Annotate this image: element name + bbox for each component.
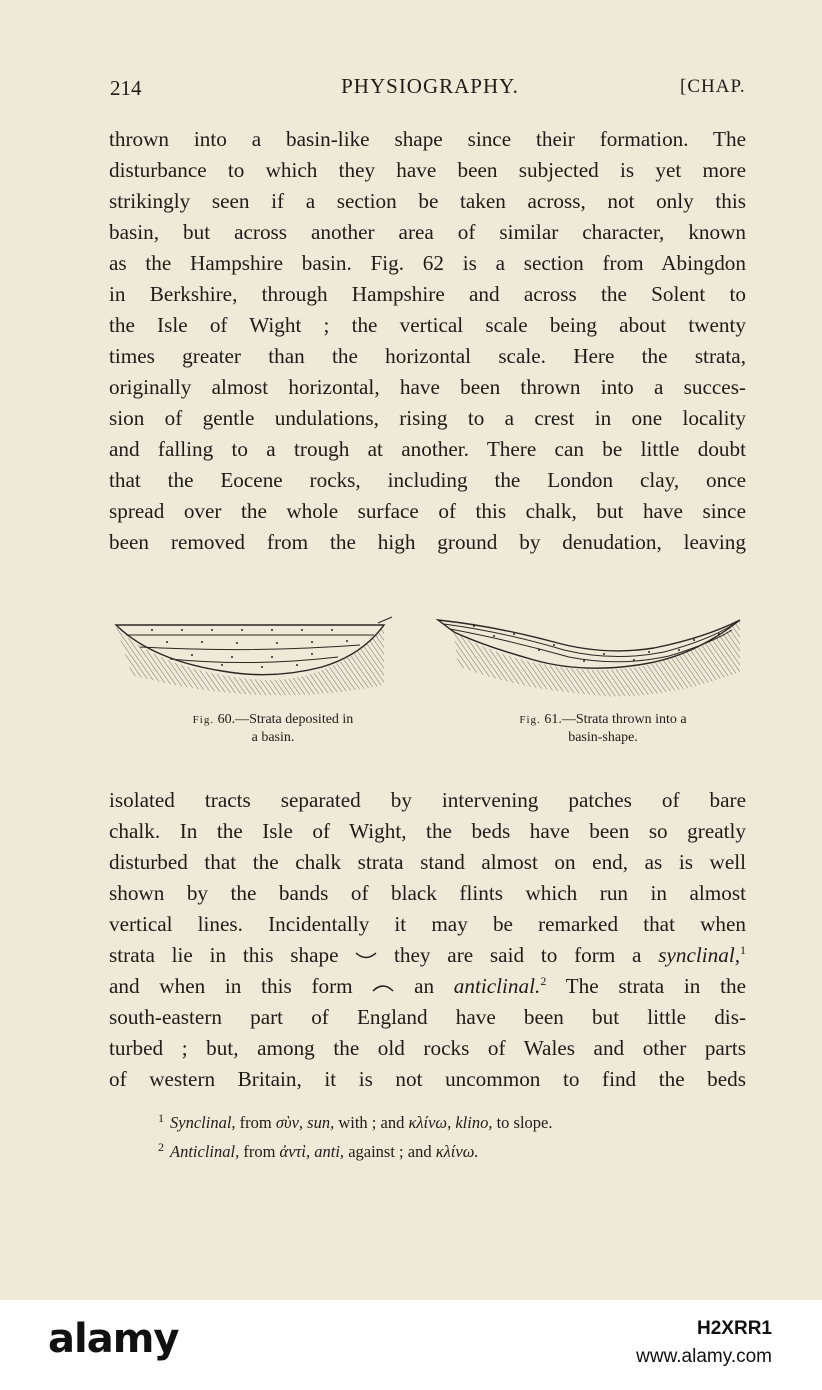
text-line: disturbed that the chalk strata stand almost on end, as is well bbox=[109, 850, 746, 874]
text-line: strikingly seen if a section be taken across, not only this bbox=[109, 189, 746, 213]
chapter-label: [CHAP. bbox=[680, 76, 746, 97]
text-line: shown by the bands of black flints which run in almost bbox=[109, 881, 746, 905]
text-line: spread over the whole surface of this chalk, but have since bbox=[109, 499, 746, 523]
text-line: that the Eocene rocks, including the London clay, once bbox=[109, 468, 746, 492]
term-anticlinal: anticlinal. bbox=[453, 974, 541, 998]
text-line: and when in this form an anticlinal.$^2$ The strata in the bbox=[109, 973, 746, 998]
anticline-symbol-icon bbox=[372, 981, 394, 993]
syncline-symbol-icon bbox=[355, 950, 377, 962]
text-line: of western Britain, it is not uncommon to find the beds bbox=[109, 1067, 746, 1091]
text-line: sion of gentle undulations, rising to a crest in one locality bbox=[109, 406, 746, 430]
text-line: isolated tracts separated by intervening patches of bare bbox=[109, 788, 746, 812]
figure-60-strata-basin bbox=[112, 615, 394, 700]
paragraph-2 bbox=[109, 785, 746, 1095]
text-line: as the Hampshire basin. Fig. 62 is a section from Abingdon bbox=[109, 251, 746, 275]
term-synclinal: synclinal, bbox=[658, 943, 741, 967]
text-line: chalk. In the Isle of Wight, the beds have been so greatly bbox=[109, 819, 746, 843]
text-line: strata lie in this shape they are said to form a synclinal,$^1$ bbox=[109, 942, 746, 967]
footnotes bbox=[158, 1106, 553, 1164]
text-line: vertical lines. Incidentally it may be remarked that when bbox=[109, 912, 746, 936]
text-line: and falling to a trough at another. There can be little doubt bbox=[109, 437, 746, 461]
brand-logo[interactable]: alamy bbox=[48, 1316, 179, 1362]
running-title: PHYSIOGRAPHY. bbox=[341, 74, 519, 98]
text-line: been removed from the high ground by denudation, leaving bbox=[109, 530, 746, 554]
footnote-ref-2[interactable]: 2 bbox=[540, 973, 547, 988]
text-line: times greater than the horizontal scale. Here the strata, bbox=[109, 344, 746, 368]
text-line: basin, but across another area of similar character, known bbox=[109, 220, 746, 244]
text-line: in Berkshire, through Hampshire and across the Solent to bbox=[109, 282, 746, 306]
figure-61-caption: Fig. 61.—Strata thrown into a basin-shape. bbox=[519, 712, 687, 745]
footnote-ref-1[interactable]: 1 bbox=[740, 942, 746, 957]
figure-61-strata-basin-shape bbox=[434, 612, 744, 698]
page-number: 214 bbox=[110, 76, 142, 100]
image-id: H2XRR1 bbox=[697, 1318, 772, 1339]
text-line: south-eastern part of England have been but little dis- bbox=[109, 1005, 746, 1029]
text-line: disturbance to which they have been subjected is yet more bbox=[109, 158, 746, 182]
text-line: originally almost horizontal, have been thrown into a succes- bbox=[109, 375, 746, 399]
text-line: the Isle of Wight ; the vertical scale being about twenty bbox=[109, 313, 746, 337]
site-link[interactable]: www.alamy.com bbox=[636, 1346, 772, 1367]
footnote-2: $^2$ Anticlinal, from ἀντὶ, anti, against ; and κλίνω. bbox=[158, 1140, 479, 1161]
paragraph-1 bbox=[109, 124, 746, 558]
text-line: turbed ; but, among the old rocks of Wales and other parts bbox=[109, 1036, 746, 1060]
figure-60-caption: Fig. 60.—Strata deposited in a basin. bbox=[192, 712, 354, 745]
footnote-1: $^1$ Synclinal, from σὺν, sun, with ; and κλίνω, klino, to slope. bbox=[158, 1111, 553, 1132]
text-line: thrown into a basin-like shape since their formation. The bbox=[109, 127, 746, 151]
